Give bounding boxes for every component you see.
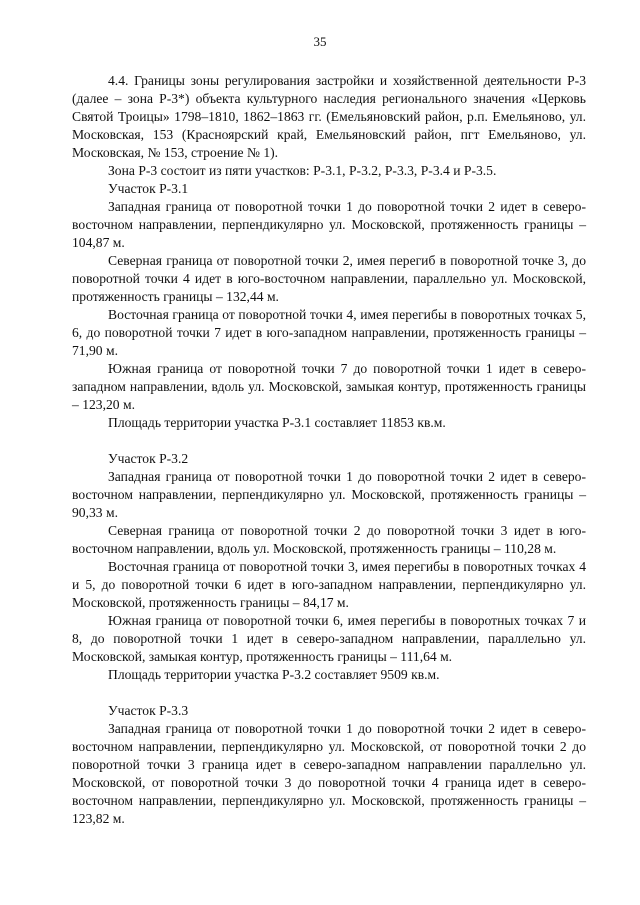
paragraph-r3-1-west: Западная граница от поворотной точки 1 до поворотной точки 2 идет в северо-восточном направлении, перпендикулярно ул. Московской, протяженность границы – 104,87 м. bbox=[72, 199, 586, 250]
paragraph-r3-1-north: Северная граница от поворотной точки 2, имея перегиб в поворотной точке 3, до поворотной точки 4 идет в юго-восточном направлении, параллельно ул. Московской, протяженность границы – 132,44 м. bbox=[72, 253, 586, 304]
plot-heading-r3-3: Участок Р-3.3 bbox=[108, 703, 189, 718]
paragraph-r3-1-east: Восточная граница от поворотной точки 4, имея перегибы в поворотных точках 5, 6, до поворотной точки 7 идет в юго-западном направлении, протяженность границы – 71,90 м. bbox=[72, 307, 586, 358]
document-body bbox=[72, 72, 586, 828]
plot-heading-r3-2: Участок Р-3.2 bbox=[108, 451, 189, 466]
section-title: 4.4. Границы зоны регулирования застройки и хозяйственной деятельности Р-3 (далее – зона Р-3*) объекта культурного наследия регионального значения «Церковь Святой Троицы» 1798–1810, 1862–1863 гг. (Емельяновский район, р.п. Емельяново, ул. Московская, 153 (Красноярский край, Емельяновский район, пгт Емельяново, ул. Московская, № 153, строение № 1). bbox=[72, 73, 586, 160]
paragraph-r3-2-west: Западная граница от поворотной точки 1 до поворотной точки 2 идет в северо-восточном направлении, перпендикулярно ул. Московской, протяженность границы – 90,33 м. bbox=[72, 469, 586, 520]
paragraph-r3-1-area: Площадь территории участка Р-3.1 составляет 11853 кв.м. bbox=[108, 415, 446, 430]
paragraph-r3-2-area: Площадь территории участка Р-3.2 составляет 9509 кв.м. bbox=[108, 667, 440, 682]
zone-composition: Зона Р-3 состоит из пяти участков: Р-3.1, Р-3.2, Р-3.3, Р-3.4 и Р-3.5. bbox=[108, 163, 497, 178]
paragraph-r3-2-south: Южная граница от поворотной точки 6, имея перегибы в поворотных точках 7 и 8, до поворотной точки 1 идет в северо-западном направлении, параллельно ул. Московской, замыкая контур, протяженность границы – 111,64 м. bbox=[72, 613, 586, 664]
paragraph-r3-1-south: Южная граница от поворотной точки 7 до поворотной точки 1 идет в северо-западном направлении, вдоль ул. Московской, замыкая контур, протяженность границы – 123,20 м. bbox=[72, 361, 586, 412]
paragraph-r3-2-east: Восточная граница от поворотной точки 3, имея перегибы в поворотных точках 4 и 5, до поворотной точки 6 идет в юго-западном направлении, перпендикулярно ул. Московской, протяженность границы – 84,17 м. bbox=[72, 559, 586, 610]
section-gap bbox=[72, 684, 586, 702]
section-gap bbox=[72, 432, 586, 450]
plot-heading-r3-1: Участок Р-3.1 bbox=[108, 181, 189, 196]
page-number: 35 bbox=[313, 34, 327, 49]
paragraph-r3-2-north: Северная граница от поворотной точки 2 до поворотной точки 3 идет в юго-восточном направлении, вдоль ул. Московской, протяженность границы – 110,28 м. bbox=[72, 523, 586, 556]
paragraph-r3-3-west: Западная граница от поворотной точки 1 до поворотной точки 2 идет в северо-восточном направлении, перпендикулярно ул. Московской, от поворотной точки 2 до поворотной точки 3 граница идет в северо-западном направлении параллельно ул. Московской, от поворотной точки 3 до поворотной точки 4 граница идет в северо-восточном направлении, перпендикулярно ул. Московской, протяженность границы – 123,82 м. bbox=[72, 721, 586, 826]
